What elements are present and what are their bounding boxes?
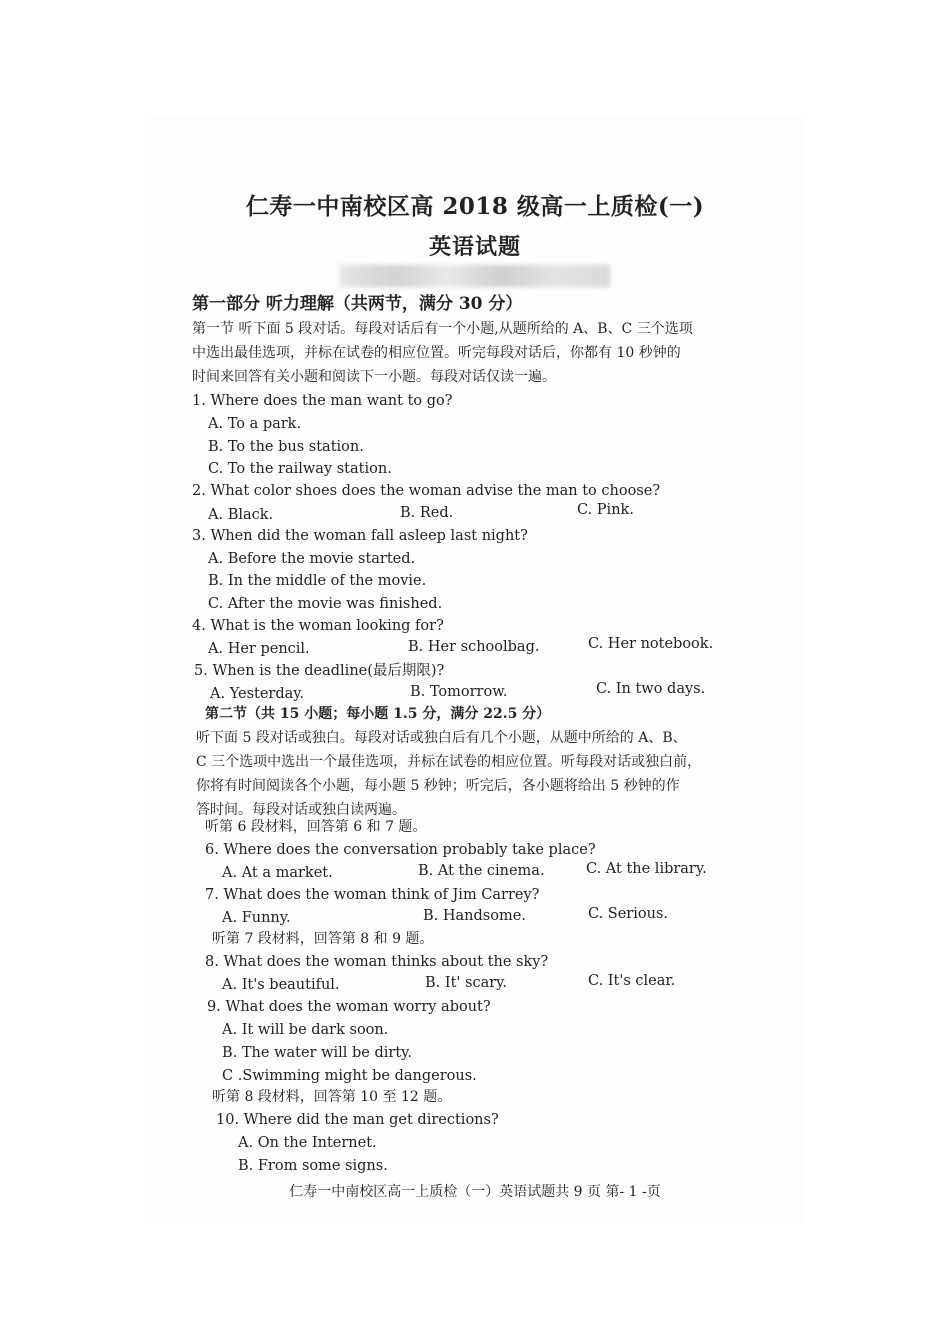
- question-4-option-b: B. Her schoolbag.: [408, 639, 540, 655]
- question-3-option-c: C. After the movie was finished.: [208, 596, 443, 612]
- section1-instructions-line: 第一节 听下面 5 段对话。每段对话后有一个小题,从题所给的 A、B、C 三个选项: [192, 321, 693, 337]
- section2-instructions-line: C 三个选项中选出一个最佳选项，并标在试卷的相应位置。听每段对话或独白前，: [196, 754, 702, 770]
- part1-heading: 第一部分 听力理解（共两节，满分 30 分）: [192, 294, 523, 314]
- section1-instructions-line: 时间来回答有关小题和阅读下一小题。每段对话仅读一遍。: [192, 369, 556, 385]
- question-7-option-a: A. Funny.: [222, 910, 291, 926]
- question-10-option-a: A. On the Internet.: [238, 1135, 377, 1151]
- question-9-stem: 9. What does the woman worry about?: [207, 999, 491, 1015]
- question-3-stem: 3. When did the woman fall asleep last night?: [192, 528, 528, 544]
- section1-instructions-line: 中选出最佳选项，并标在试卷的相应位置。听完每段对话后，你都有 10 秒钟的: [192, 345, 681, 361]
- material-6-instruction: 听第 6 段材料，回答第 6 和 7 题。: [205, 819, 427, 835]
- question-4-option-c: C. Her notebook.: [588, 636, 714, 652]
- section2-heading: 第二节（共 15 小题；每小题 1.5 分，满分 22.5 分）: [205, 706, 551, 722]
- question-5-stem: 5. When is the deadline(最后期限)?: [194, 663, 445, 679]
- question-1-stem: 1. Where does the man want to go?: [192, 393, 453, 409]
- question-1-option-a: A. To a park.: [208, 416, 302, 432]
- question-6-option-b: B. At the cinema.: [418, 863, 545, 879]
- question-9-option-c: C .Swimming might be dangerous.: [222, 1068, 477, 1084]
- question-3-option-a: A. Before the movie started.: [208, 551, 416, 567]
- question-9-option-b: B. The water will be dirty.: [222, 1045, 413, 1061]
- question-2-option-c: C. Pink.: [577, 502, 634, 518]
- question-7-option-b: B. Handsome.: [423, 908, 526, 924]
- section2-instructions-line: 你将有时间阅读各个小题，每小题 5 秒钟；听完后，各小题将给出 5 秒钟的作: [196, 778, 680, 794]
- question-10-option-b: B. From some signs.: [238, 1158, 388, 1174]
- question-4-option-a: A. Her pencil.: [208, 641, 310, 657]
- exam-title: 仁寿一中南校区高 2018 级高一上质检(一): [245, 193, 705, 220]
- section2-instructions-line: 听下面 5 段对话或独白。每段对话或独白后有几个小题，从题中所给的 A、B、: [196, 730, 687, 746]
- question-5-option-a: A. Yesterday.: [210, 686, 305, 702]
- question-1-option-b: B. To the bus station.: [208, 439, 364, 455]
- question-8-option-a: A. It's beautiful.: [222, 977, 340, 993]
- question-8-option-c: C. It's clear.: [588, 973, 676, 989]
- question-6-option-c: C. At the library.: [586, 861, 707, 877]
- question-4-stem: 4. What is the woman looking for?: [192, 618, 444, 634]
- redacted-info-block: [340, 265, 610, 287]
- question-2-stem: 2. What color shoes does the woman advise the man to choose?: [192, 483, 661, 499]
- question-5-option-c: C. In two days.: [596, 681, 706, 697]
- section2-instructions-line: 答时间。每段对话或独白读两遍。: [196, 802, 406, 818]
- question-9-option-a: A. It will be dark soon.: [222, 1022, 389, 1038]
- question-7-option-c: C. Serious.: [588, 906, 668, 922]
- question-8-stem: 8. What does the woman thinks about the sky?: [205, 954, 549, 970]
- question-5-option-b: B. Tomorrow.: [410, 684, 508, 700]
- question-2-option-a: A. Black.: [208, 507, 274, 523]
- question-6-stem: 6. Where does the conversation probably take place?: [205, 842, 596, 858]
- question-8-option-b: B. It' scary.: [425, 975, 508, 991]
- question-1-option-c: C. To the railway station.: [208, 461, 392, 477]
- question-2-option-b: B. Red.: [400, 505, 454, 521]
- question-6-option-a: A. At a market.: [222, 865, 333, 881]
- question-7-stem: 7. What does the woman think of Jim Carrey?: [205, 887, 540, 903]
- page-footer: 仁寿一中南校区高一上质检（一）英语试题共 9 页 第- 1 -页: [289, 1184, 661, 1200]
- exam-subtitle: 英语试题: [428, 234, 521, 260]
- material-7-instruction: 听第 7 段材料，回答第 8 和 9 题。: [212, 931, 434, 947]
- question-10-stem: 10. Where did the man get directions?: [216, 1112, 499, 1128]
- question-3-option-b: B. In the middle of the movie.: [208, 573, 427, 589]
- material-8-instruction: 听第 8 段材料，回答第 10 至 12 题。: [212, 1089, 452, 1105]
